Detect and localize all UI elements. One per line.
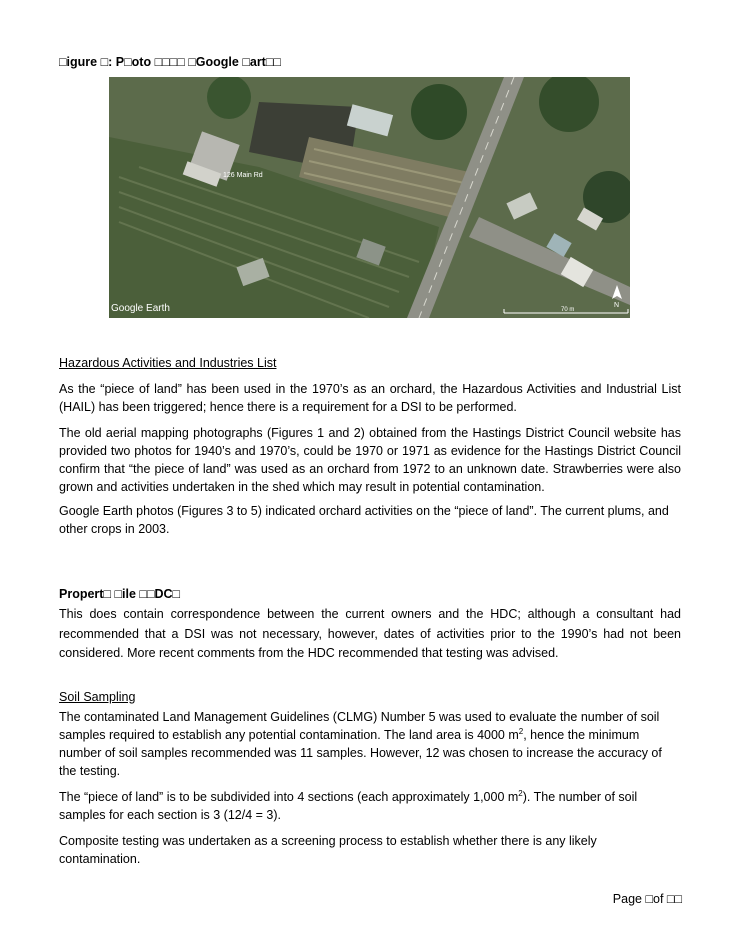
soil-paragraph-1-text-b: , hence the minimum number of soil samples recommended was 11 samples. However, 12 was chosen to increase the accuracy of the testing.: [59, 728, 662, 778]
google-earth-watermark: Google Earth: [111, 303, 170, 314]
soil-paragraph-1: [59, 708, 681, 780]
aerial-photo: [109, 77, 630, 318]
hail-paragraph-3: Google Earth photos (Figures 3 to 5) indicated orchard activities on the “piece of land”. The current plums, and other crops in 2003.: [59, 504, 669, 536]
scale-label: 70 m: [561, 307, 575, 313]
soil-paragraph-1-text-a: The contaminated Land Management Guidelines (CLMG) Number 5 was used to evaluate the number of soil samples required to establish any potential contamination. The land area is 4000 m: [59, 710, 660, 742]
page-number: Page □of □□: [612, 892, 682, 906]
hail-paragraph-2: The old aerial mapping photographs (Figures 1 and 2) obtained from the Hastings District Council website has provided two photos for 1940’s and 1970’s, could be 1970 or 1971 as evidence for the Hastings District Council confirm that “the piece of land” was used as an orchard from 1972 to an unknown date. Strawberries were also grown and activities undertaken in the shed which may result in potential contamination.: [59, 426, 681, 494]
hail-heading: Hazardous Activities and Industries List: [59, 356, 277, 370]
soil-paragraph-2-sup: 2: [518, 788, 523, 798]
svg-text:N: N: [614, 302, 620, 309]
property-heading: Propert□ □ile □□DC□: [59, 587, 181, 601]
property-section: [59, 585, 681, 664]
property-paragraph-1: This does contain correspondence between the current owners and the HDC; although a consultant had recommended that a DSI was not necessary, however, dates of activities prior to the 1990’s had not been considered. More recent comments from the HDC recommended that testing was advised.: [59, 607, 681, 660]
soil-section: [59, 688, 681, 868]
soil-paragraph-1-sup: 2: [518, 726, 524, 736]
soil-paragraph-2-text-b: ). The number of soil samples for each section is 3 (12/4 = 3).: [59, 790, 638, 822]
soil-paragraph-2-text-a: The “piece of land” is to be subdivided into 4 sections (each approximately 1,000 m: [59, 790, 519, 804]
address-label: 126 Main Rd: [223, 172, 263, 179]
hail-section: [59, 354, 681, 538]
figure-caption: □igure □: P□oto □□□□ □Google □art□□: [59, 55, 281, 69]
soil-heading: Soil Sampling: [59, 690, 136, 704]
soil-paragraph-2: [59, 788, 681, 824]
hail-paragraph-1: As the “piece of land” has been used in the 1970’s as an orchard, the Hazardous Activities and Industrial List (HAIL) has been triggered; hence there is a requirement for a DSI to be performed.: [59, 382, 681, 414]
soil-paragraph-3: Composite testing was undertaken as a screening process to establish whether there is any likely contamination.: [59, 834, 597, 866]
